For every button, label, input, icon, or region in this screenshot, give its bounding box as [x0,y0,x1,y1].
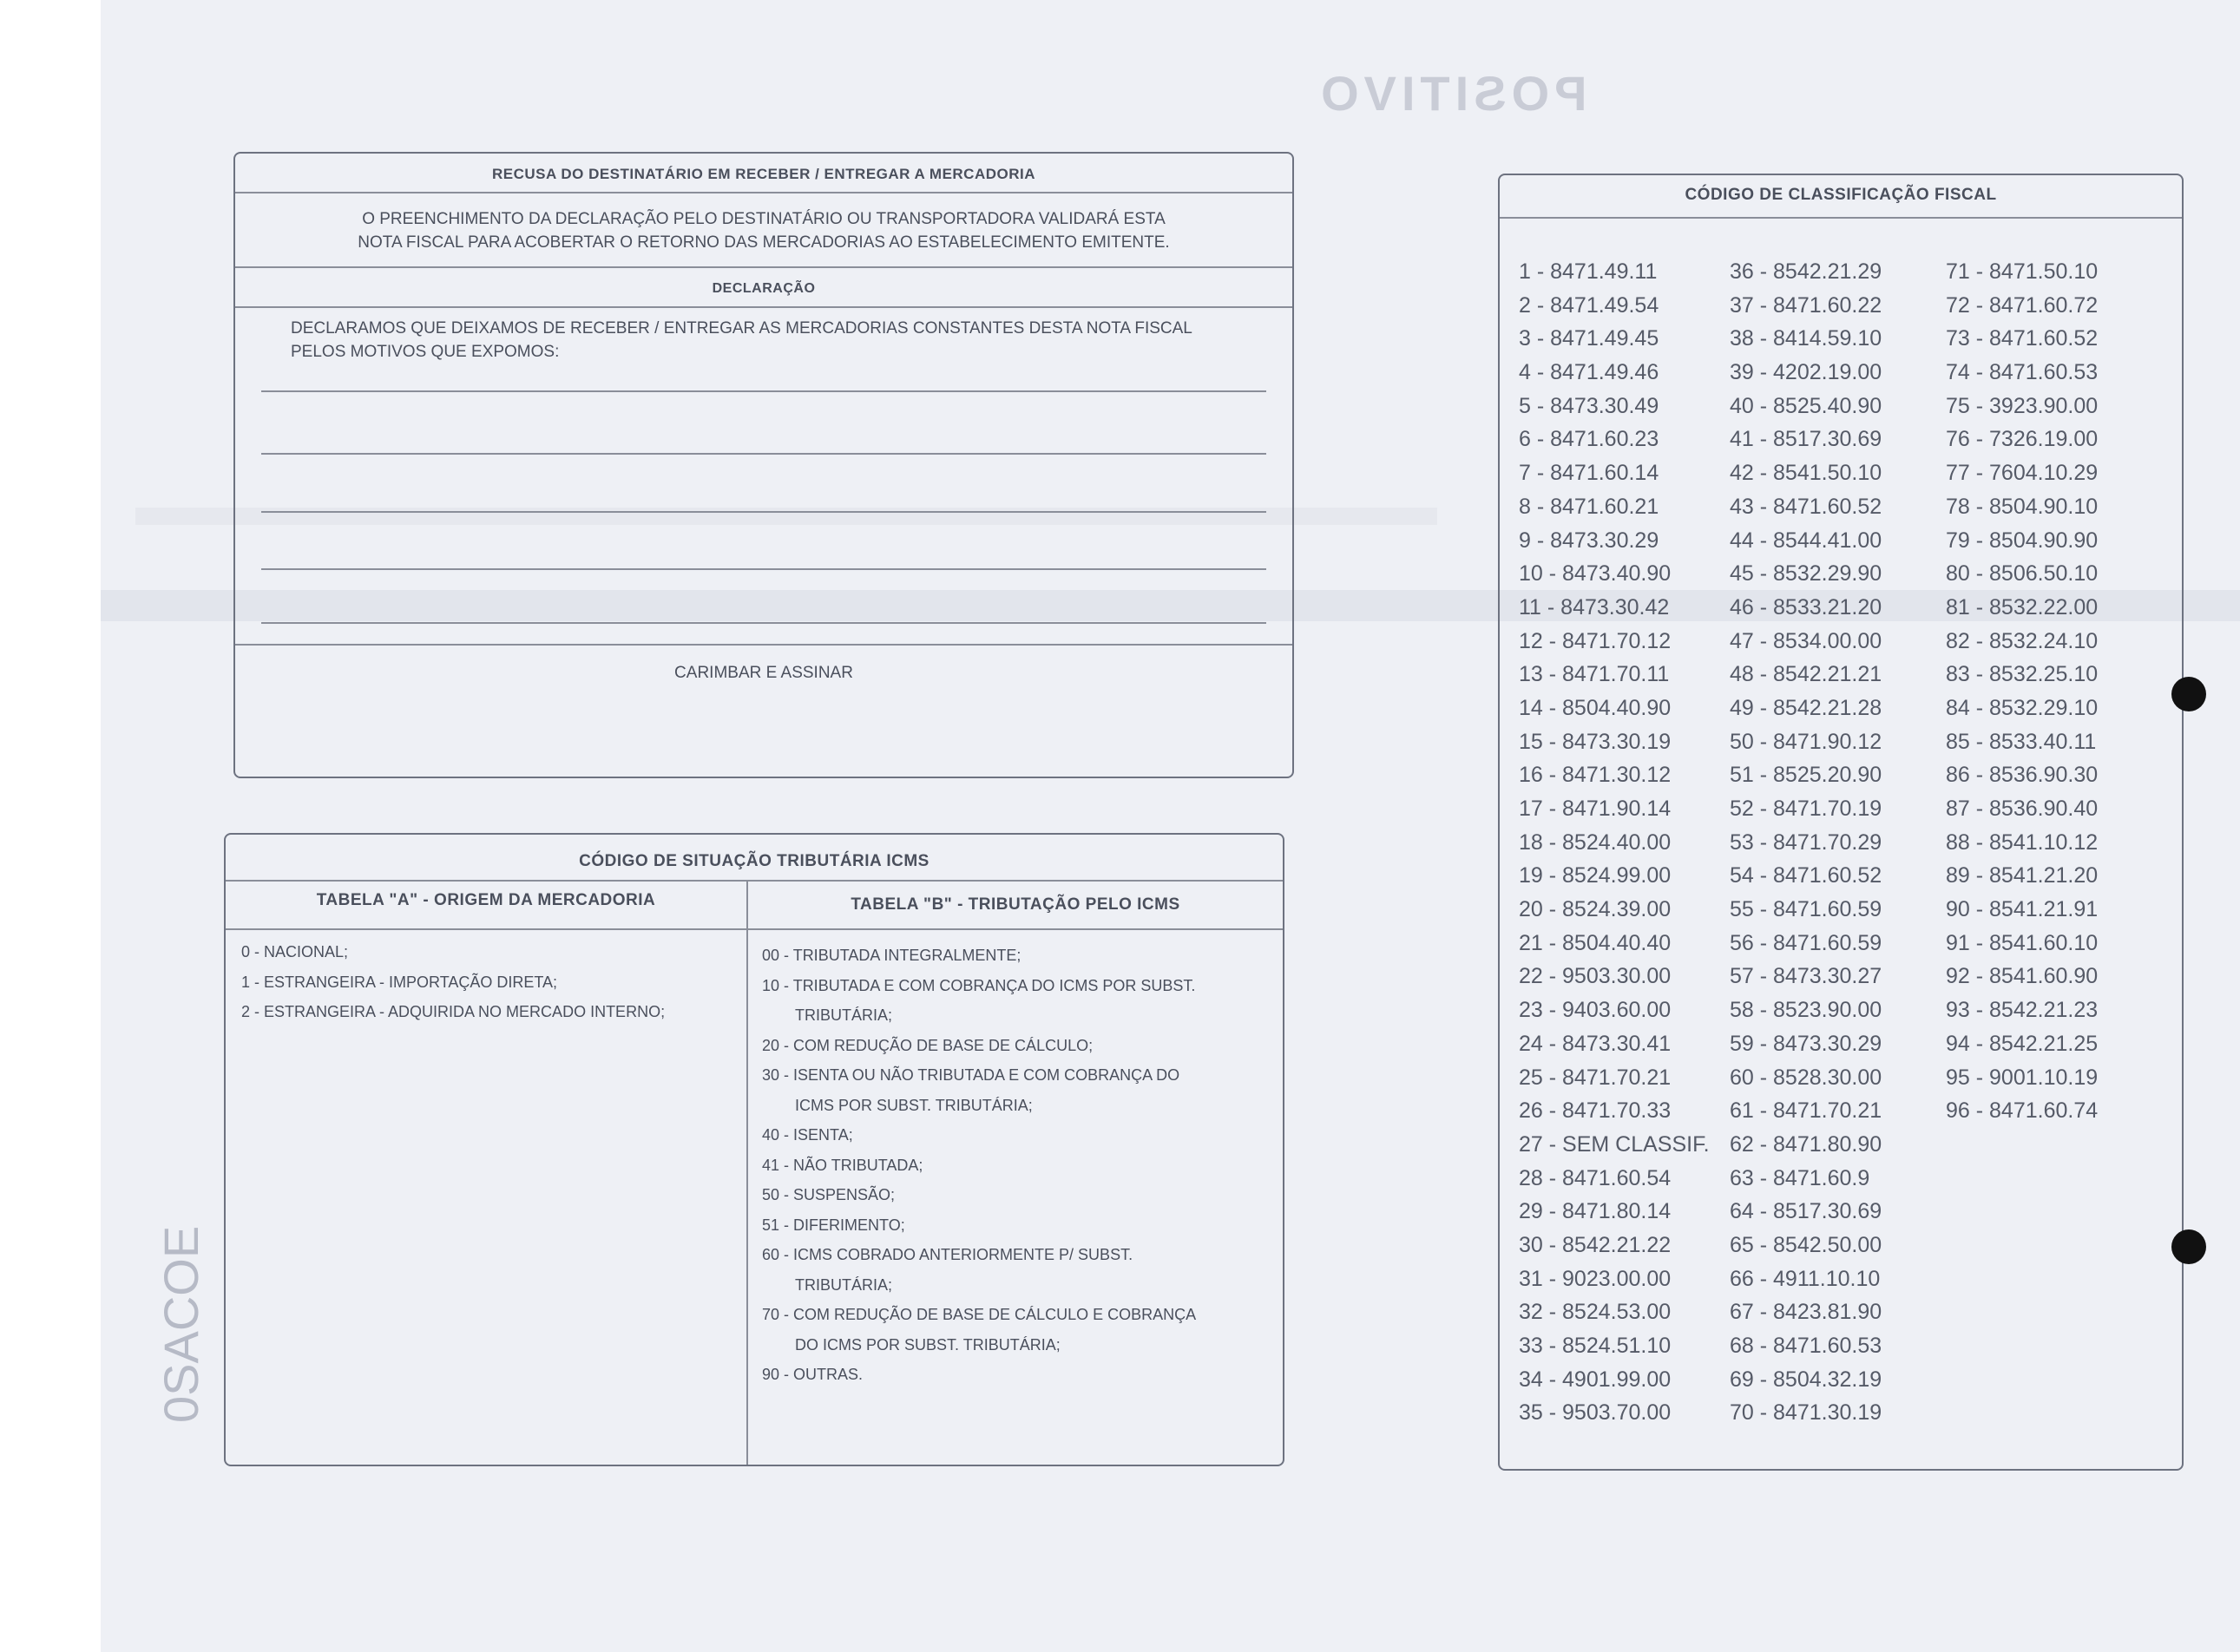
table-a-item: 2 - ESTRANGEIRA - ADQUIRIDA NO MERCADO INTERNO; [241,1003,666,1020]
fiscal-code-item: 73 - 8471.60.52 [1946,326,2099,351]
table-b-item: 41 - NÃO TRIBUTADA; [762,1156,923,1174]
recusa-title: RECUSA DO DESTINATÁRIO EM RECEBER / ENTREGAR A MERCADORIA [491,166,1036,182]
fiscal-code-item: 47 - 8534.00.00 [1730,628,1882,653]
fiscal-code-item: 13 - 8471.70.11 [1519,662,1670,687]
fiscal-code-item: 96 - 8471.60.74 [1946,1098,2099,1124]
fiscal-code-item: 90 - 8541.21.91 [1946,897,2099,922]
write-line-4[interactable] [261,568,1266,570]
fiscal-code-item: 84 - 8532.29.10 [1946,695,2099,720]
recusa-title-divider [235,192,1292,193]
fiscal-code-item: 34 - 4901.99.00 [1519,1367,1672,1392]
invoice-back-sheet [101,0,2240,1652]
write-line-3[interactable] [261,511,1266,513]
table-a-list [241,937,665,1027]
fiscal-code-item: 83 - 8532.25.10 [1946,662,2099,687]
fiscal-code-item: 21 - 8504.40.40 [1519,930,1672,955]
fiscal-code-item: 11 - 8473.30.42 [1519,594,1670,620]
fiscal-code-item: 77 - 7604.10.29 [1946,461,2099,486]
fiscal-code-item: 86 - 8536.90.30 [1946,763,2099,788]
fiscal-code-item: 8 - 8471.60.21 [1519,494,1659,519]
fiscal-code-item: 72 - 8471.60.72 [1946,292,2099,318]
fiscal-code-item: 56 - 8471.60.59 [1730,930,1882,955]
cst-header-divider [226,928,1283,930]
fiscal-code-item: 75 - 3923.90.00 [1946,393,2099,418]
fiscal-code-item: 25 - 8471.70.21 [1519,1065,1672,1090]
fiscal-code-item: 38 - 8414.59.10 [1730,326,1882,351]
fiscal-code-item: 52 - 8471.70.19 [1730,796,1882,821]
fiscal-code-item: 36 - 8542.21.29 [1730,259,1882,284]
fiscal-code-item: 51 - 8525.20.90 [1730,763,1882,788]
table-b-item: 60 - ICMS COBRADO ANTERIORMENTE P/ SUBST. [762,1246,1133,1263]
fiscal-code-item: 79 - 8504.90.90 [1946,528,2099,553]
fiscal-code-item: 17 - 8471.90.14 [1519,796,1672,821]
fiscal-code-item: 49 - 8542.21.28 [1730,695,1882,720]
fiscal-code-item: 14 - 8504.40.90 [1519,695,1672,720]
table-b-item: 90 - OUTRAS. [762,1366,864,1383]
fiscal-code-item: 33 - 8524.51.10 [1519,1334,1672,1358]
fiscal-code-item: 85 - 8533.40.11 [1946,729,2097,754]
fiscal-code-item: 71 - 8471.50.10 [1946,259,2099,284]
fiscal-code-item: 76 - 7326.19.00 [1946,427,2099,452]
fiscal-code-item: 12 - 8471.70.12 [1519,628,1672,653]
fiscal-code-item: 26 - 8471.70.33 [1519,1098,1672,1124]
fiscal-code-item: 20 - 8524.39.00 [1519,897,1672,922]
fiscal-code-item: 45 - 8532.29.90 [1730,561,1882,587]
fiscal-code-item: 66 - 4911.10.10 [1730,1266,1881,1291]
fiscal-code-item: 43 - 8471.60.52 [1730,494,1882,519]
fiscal-code-item: 93 - 8542.21.23 [1946,998,2099,1023]
fiscal-code-item: 63 - 8471.60.9 [1730,1165,1870,1190]
fiscal-column-3 [1946,255,2098,1128]
table-a-item: 0 - NACIONAL; [241,943,349,960]
fiscal-code-item: 48 - 8542.21.21 [1730,662,1882,687]
table-b-item: 20 - COM REDUÇÃO DE BASE DE CÁLCULO; [762,1036,1094,1054]
fiscal-code-item: 44 - 8544.41.00 [1730,528,1882,553]
fiscal-code-item: 50 - 8471.90.12 [1730,729,1882,754]
recusa-notice [235,207,1292,254]
table-b-title: TABELA "B" - TRIBUTAÇÃO PELO ICMS [851,895,1180,914]
fiscal-code-item: 62 - 8471.80.90 [1730,1131,1882,1157]
cst-box [224,833,1284,1466]
positivo-watermark: POSITIVO [1316,66,1587,121]
table-a-title: TABELA "A" - ORIGEM DA MERCADORIA [316,891,656,909]
table-b-item: TRIBUTÁRIA; [795,1275,893,1294]
stamp-divider [235,644,1292,646]
cst-title-divider [226,880,1283,882]
fiscal-code-item: 88 - 8541.10.12 [1946,829,2099,855]
fiscal-code-item: 3 - 8471.49.45 [1519,326,1659,351]
write-line-5[interactable] [261,622,1266,624]
fiscal-column-1 [1519,255,1710,1430]
table-b-item: TRIBUTÁRIA; [795,1006,893,1024]
write-line-2[interactable] [261,453,1266,455]
table-b-item: 10 - TRIBUTADA E COM COBRANÇA DO ICMS POR SUBST. [762,976,1196,994]
fiscal-code-item: 9 - 8473.30.29 [1519,528,1659,553]
declaracao-bottom-divider [235,306,1292,308]
declaracao-top-divider [235,266,1292,268]
fiscal-code-item: 78 - 8504.90.10 [1946,494,2099,519]
table-b-item: 40 - ISENTA; [762,1126,853,1144]
table-b-item: 30 - ISENTA OU NÃO TRIBUTADA E COM COBRANÇA DO [762,1066,1180,1084]
fiscal-code-item: 30 - 8542.21.22 [1519,1232,1672,1257]
fiscal-code-item: 82 - 8532.24.10 [1946,628,2099,653]
fiscal-code-item: 91 - 8541.60.10 [1946,930,2099,955]
recusa-notice-line-2: NOTA FISCAL PARA ACOBERTAR O RETORNO DAS MERCADORIAS AO ESTABELECIMENTO EMITENTE. [358,233,1170,252]
fiscal-column-2 [1730,255,1882,1430]
fiscal-code-item: 1 - 8471.49.11 [1519,259,1658,284]
fiscal-code-item: 7 - 8471.60.14 [1519,461,1659,486]
table-b-item: ICMS POR SUBST. TRIBUTÁRIA; [795,1096,1033,1114]
punch-hole [2171,677,2206,711]
fiscal-code-item: 58 - 8523.90.00 [1730,998,1882,1023]
fiscal-code-item: 37 - 8471.60.22 [1730,292,1882,318]
fiscal-code-item: 67 - 8423.81.90 [1730,1300,1882,1325]
table-a-item: 1 - ESTRANGEIRA - IMPORTAÇÃO DIRETA; [241,973,558,991]
fiscal-code-item: 27 - SEM CLASSIF. [1519,1131,1710,1157]
vertical-form-code: 0SACOE [154,1225,208,1423]
fiscal-code-item: 32 - 8524.53.00 [1519,1300,1672,1325]
fiscal-code-item: 39 - 4202.19.00 [1730,360,1882,385]
fiscal-code-item: 6 - 8471.60.23 [1519,427,1659,452]
declaracao-line-1: DECLARAMOS QUE DEIXAMOS DE RECEBER / ENTREGAR AS MERCADORIAS CONSTANTES DESTA NOTA FISCAL [291,319,1192,338]
fiscal-code-item: 16 - 8471.30.12 [1519,763,1672,788]
write-line-1[interactable] [261,390,1266,392]
fiscal-code-item: 92 - 8541.60.90 [1946,964,2099,989]
fiscal-title: CÓDIGO DE CLASSIFICAÇÃO FISCAL [1685,186,1997,204]
fiscal-code-item: 55 - 8471.60.59 [1730,897,1882,922]
fiscal-code-item: 4 - 8471.49.46 [1519,360,1659,385]
fiscal-code-item: 61 - 8471.70.21 [1730,1098,1882,1124]
fiscal-code-item: 59 - 8473.30.29 [1730,1031,1882,1056]
fiscal-code-item: 23 - 9403.60.00 [1519,998,1672,1023]
fiscal-code-item: 53 - 8471.70.29 [1730,829,1882,855]
table-b-item: 00 - TRIBUTADA INTEGRALMENTE; [762,947,1021,964]
fiscal-code-item: 10 - 8473.40.90 [1519,561,1672,587]
stamp-label: CARIMBAR E ASSINAR [674,664,853,682]
fiscal-code-item: 35 - 9503.70.00 [1519,1400,1672,1426]
fiscal-code-item: 57 - 8473.30.27 [1730,964,1882,989]
fiscal-code-item: 19 - 8524.99.00 [1519,863,1672,888]
fiscal-code-item: 81 - 8532.22.00 [1946,594,2099,620]
fiscal-code-item: 22 - 9503.30.00 [1519,964,1672,989]
fiscal-code-item: 18 - 8524.40.00 [1519,829,1672,855]
fiscal-code-item: 74 - 8471.60.53 [1946,360,2099,385]
table-b-list [762,941,1196,1390]
declaracao-text [291,317,1192,364]
fiscal-code-item: 5 - 8473.30.49 [1519,393,1659,418]
fiscal-code-item: 64 - 8517.30.69 [1730,1199,1882,1224]
punch-hole [2171,1229,2206,1264]
fiscal-code-item: 69 - 8504.32.19 [1730,1367,1882,1392]
fiscal-code-item: 95 - 9001.10.19 [1946,1065,2099,1090]
table-b-item: DO ICMS POR SUBST. TRIBUTÁRIA; [795,1335,1061,1354]
fiscal-code-item: 40 - 8525.40.90 [1730,393,1882,418]
fiscal-code-item: 42 - 8541.50.10 [1730,461,1882,486]
declaracao-title: DECLARAÇÃO [712,281,816,296]
fiscal-code-item: 89 - 8541.21.20 [1946,863,2099,888]
recusa-notice-line-1: O PREENCHIMENTO DA DECLARAÇÃO PELO DESTINATÁRIO OU TRANSPORTADORA VALIDARÁ ESTA [362,210,1166,228]
fiscal-title-divider [1500,217,2182,219]
fiscal-code-item: 24 - 8473.30.41 [1519,1031,1672,1056]
declaracao-line-2: PELOS MOTIVOS QUE EXPOMOS: [291,343,560,361]
fiscal-code-item: 15 - 8473.30.19 [1519,729,1672,754]
fiscal-code-item: 2 - 8471.49.54 [1519,292,1659,318]
fiscal-code-item: 46 - 8533.21.20 [1730,594,1882,620]
fiscal-box [1498,174,2184,1471]
fiscal-code-item: 94 - 8542.21.25 [1946,1031,2099,1056]
table-b-item: 50 - SUSPENSÃO; [762,1186,896,1203]
cst-column-divider [746,880,748,1465]
fiscal-code-item: 60 - 8528.30.00 [1730,1065,1882,1090]
fiscal-code-item: 70 - 8471.30.19 [1730,1400,1882,1426]
table-b-item: 70 - COM REDUÇÃO DE BASE DE CÁLCULO E COBRANÇA [762,1306,1197,1323]
fiscal-code-item: 29 - 8471.80.14 [1519,1199,1672,1224]
fiscal-code-item: 31 - 9023.00.00 [1519,1266,1672,1291]
fiscal-code-item: 68 - 8471.60.53 [1730,1334,1882,1358]
fiscal-code-item: 80 - 8506.50.10 [1946,561,2099,587]
cst-title: CÓDIGO DE SITUAÇÃO TRIBUTÁRIA ICMS [579,852,930,870]
table-b-item: 51 - DIFERIMENTO; [762,1216,905,1234]
fiscal-code-item: 28 - 8471.60.54 [1519,1165,1672,1190]
recusa-box [233,152,1294,778]
fiscal-code-item: 87 - 8536.90.40 [1946,796,2099,821]
fiscal-code-item: 41 - 8517.30.69 [1730,427,1882,452]
fiscal-code-item: 54 - 8471.60.52 [1730,863,1882,888]
fiscal-code-item: 65 - 8542.50.00 [1730,1232,1882,1257]
